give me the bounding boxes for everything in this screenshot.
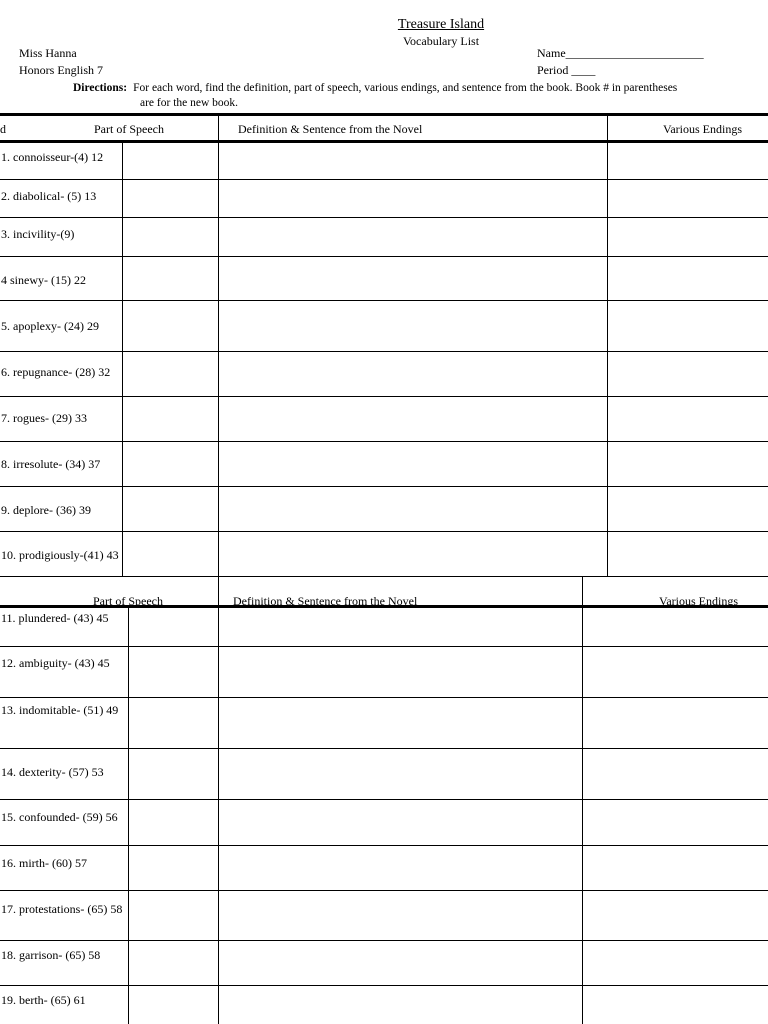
document-title: Treasure Island [397,17,485,32]
table1-row-5-word: 5. apoplexy- (24) 29 [1,319,99,333]
table2-header-pos: Part of Speech [93,594,163,608]
table2-row-12-word: 12. ambiguity- (43) 45 [1,656,110,670]
name-blank[interactable]: _______________________ [565,46,704,60]
table2-header-definition: Definition & Sentence from the Novel [233,594,418,608]
table1-header-pos: Part of Speech [94,122,164,136]
table2-row-divider [0,748,768,749]
table1-row-10-word: 10. prodigiously-(41) 43 [1,548,119,562]
teacher-name: Miss Hanna [19,46,77,60]
directions-text-line2: are for the new book. [140,97,239,109]
table1-row-divider [0,531,768,532]
table1-row-7-word: 7. rogues- (29) 33 [1,411,87,425]
table1-row-3-word: 3. incivility-(9) [1,227,75,241]
table2-row-divider [0,799,768,800]
table2-row-11-word: 11. plundered- (43) 45 [1,611,109,625]
table2-col-divider-def [218,577,219,1024]
name-field[interactable] [537,46,704,61]
table2-row-13-word: 13. indomitable- (51) 49 [1,703,119,717]
table2-row-divider [0,697,768,698]
table2-row-14-word: 14. dexterity- (57) 53 [1,765,104,779]
table2-row-divider [0,646,768,647]
table1-top-border [0,113,768,116]
table2-col-divider-endings [582,577,583,1024]
table1-header-border [0,140,768,143]
directions-label: Directions: [73,82,128,94]
table2-row-15-word: 15. confounded- (59) 56 [1,810,118,824]
directions [73,81,763,111]
table1-row-2-word: 2. diabolical- (5) 13 [1,189,97,203]
table2-row-19-word: 19. berth- (65) 61 [1,993,86,1007]
table1-header-word: d [0,122,6,136]
table2-row-divider [0,940,768,941]
table1-row-divider [0,486,768,487]
table1-col-divider-endings [607,116,608,576]
table2-top-border [0,576,768,577]
table2-row-18-word: 18. garrison- (65) 58 [1,948,101,962]
table2-row-divider [0,890,768,891]
table1-header-endings: Various Endings [663,122,742,136]
table2-row-divider [0,845,768,846]
directions-text-line1: For each word, find the definition, part of speech, various endings, and sentence from the book. Book # in parentheses [133,82,678,94]
table1-row-divider [0,256,768,257]
table1-row-divider [0,179,768,180]
table2-header-endings: Various Endings [659,594,738,608]
table1-row-9-word: 9. deplore- (36) 39 [1,503,91,517]
table2-header-border [0,605,768,608]
table1-row-1-word: 1. connoisseur-(4) 12 [1,150,104,164]
table1-row-divider [0,441,768,442]
table1-row-6-word: 6. repugnance- (28) 32 [1,365,111,379]
document-subtitle: Vocabulary List [402,34,480,48]
table1-row-divider [0,217,768,218]
period-field[interactable] [537,63,595,78]
table1-row-divider [0,300,768,301]
table1-col-divider-pos [122,142,123,576]
name-label: Name [537,46,566,60]
table2-row-divider [0,985,768,986]
table1-col-divider-def [218,116,219,576]
table2-row-16-word: 16. mirth- (60) 57 [1,856,87,870]
table1-row-4-word: 4 sinewy- (15) 22 [1,273,86,287]
table1-header-definition: Definition & Sentence from the Novel [238,122,423,136]
period-label: Period [537,63,569,77]
class-name: Honors English 7 [19,63,103,77]
table1-row-divider [0,396,768,397]
table2-col-divider-pos [128,605,129,1024]
period-blank[interactable]: ____ [571,63,596,77]
table1-row-8-word: 8. irresolute- (34) 37 [1,457,101,471]
table2-row-17-word: 17. protestations- (65) 58 [1,902,123,916]
table1-row-divider [0,351,768,352]
